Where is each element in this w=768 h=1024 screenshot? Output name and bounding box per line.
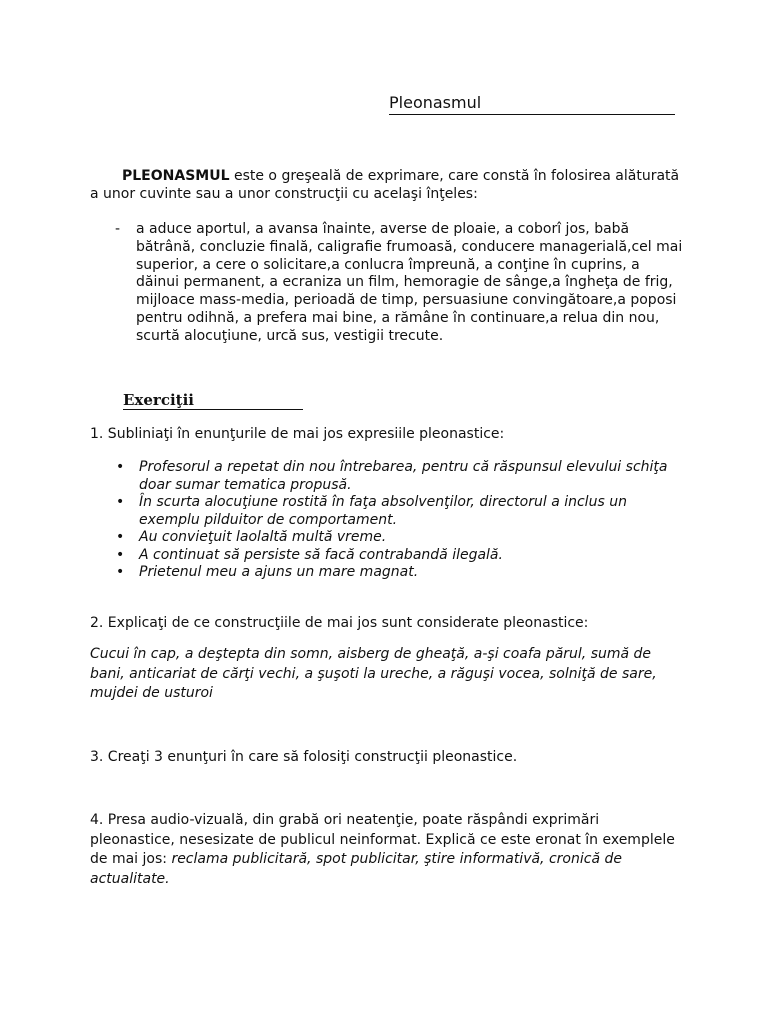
list-item: • Profesorul a repetat din nou întrebarea, pentru că răspunsul elevului schiţa doar sumar tematica propusă. [116,459,668,493]
exercise-2-prompt: 2. Explicaţi de ce construcţiile de mai jos sunt considerate pleonastice: [90,615,589,631]
examples-list [115,221,685,346]
list-item: • Prietenul meu a ajuns un mare magnat. [116,564,419,580]
bullet-icon: • [116,529,125,545]
title-underline [389,93,675,115]
list-item: • Au convieţuit laolaltă multă vreme. [116,529,387,545]
definition-paragraph [90,168,690,203]
exercise-4-examples: reclama publicitară, spot publicitar, ştire informativă, cronică de actualitate. [90,851,622,887]
exercises-heading-underline [123,392,303,410]
bullet-icon: • [116,459,125,475]
exercises-heading: Exerciţii [123,391,194,409]
dash-marker: - [115,221,121,237]
list-item: • A continuat să persiste să facă contrabandă ilegală. [116,546,503,563]
definition-term: PLEONASMUL [122,168,230,184]
exercise-3-prompt: 3. Creaţi 3 enunţuri în care să folosiţi construcţii pleonastice. [90,749,518,765]
bullet-icon: • [116,494,125,510]
definition-text: este o greşeală de exprimare, care constă în folosirea alăturată a unor cuvinte sau a unor construcţii cu acelaşi înţeles: [90,168,680,202]
examples-text: a aduce aportul, a avansa înainte, averse de ploaie, a coborî jos, babă bătrână, concluzie finală, caligrafie frumoasă, conducere managerială,cel mai superior, a cere o solicitare,a conlucra împreună, a conţine în cuprins, a dăinui permanent, a ecraniza un film, hemoragie de sânge,a îngheţa de frig, mijloace mass-media, perioadă de timp, persuasiune convingătoare,a poposi pentru odihnă, a prefera mai bine, a rămâne în continuare,a relua din nou, scurtă alocuţiune, urcă sus, vestigii trecute. [136,221,683,344]
exercise-1-prompt: 1. Subliniaţi în enunţurile de mai jos expresiile pleonastice: [90,426,505,442]
exercise-2-constructions: Cucui în cap, a deştepta din somn, aisberg de gheaţă, a-şi coafa părul, sumă de bani, anticariat de cărţi vechi, a şuşoti la ureche, a răguşi vocea, solniţă de sare, mujdei de usturoi [90,646,657,701]
page-title: Pleonasmul [389,93,482,112]
exercise-4-prompt: 4. Presa audio-vizuală, din grabă ori neatenţie, poate răspândi exprimări pleonastice, nesesizate de publicul neinformat. Explică ce este eronat în exemplele de mai jos: reclama publicitară, spot publicitar, ştire informativă, cronică de actualitate. [90,812,675,887]
bullet-icon: • [116,546,125,563]
bullet-icon: • [116,564,125,580]
list-item: • În scurta alocuţiune rostită în faţa absolvenţilor, directorul a inclus un exemplu pilduitor de comportament. [116,494,627,528]
exercise-1-sentences [113,459,673,582]
